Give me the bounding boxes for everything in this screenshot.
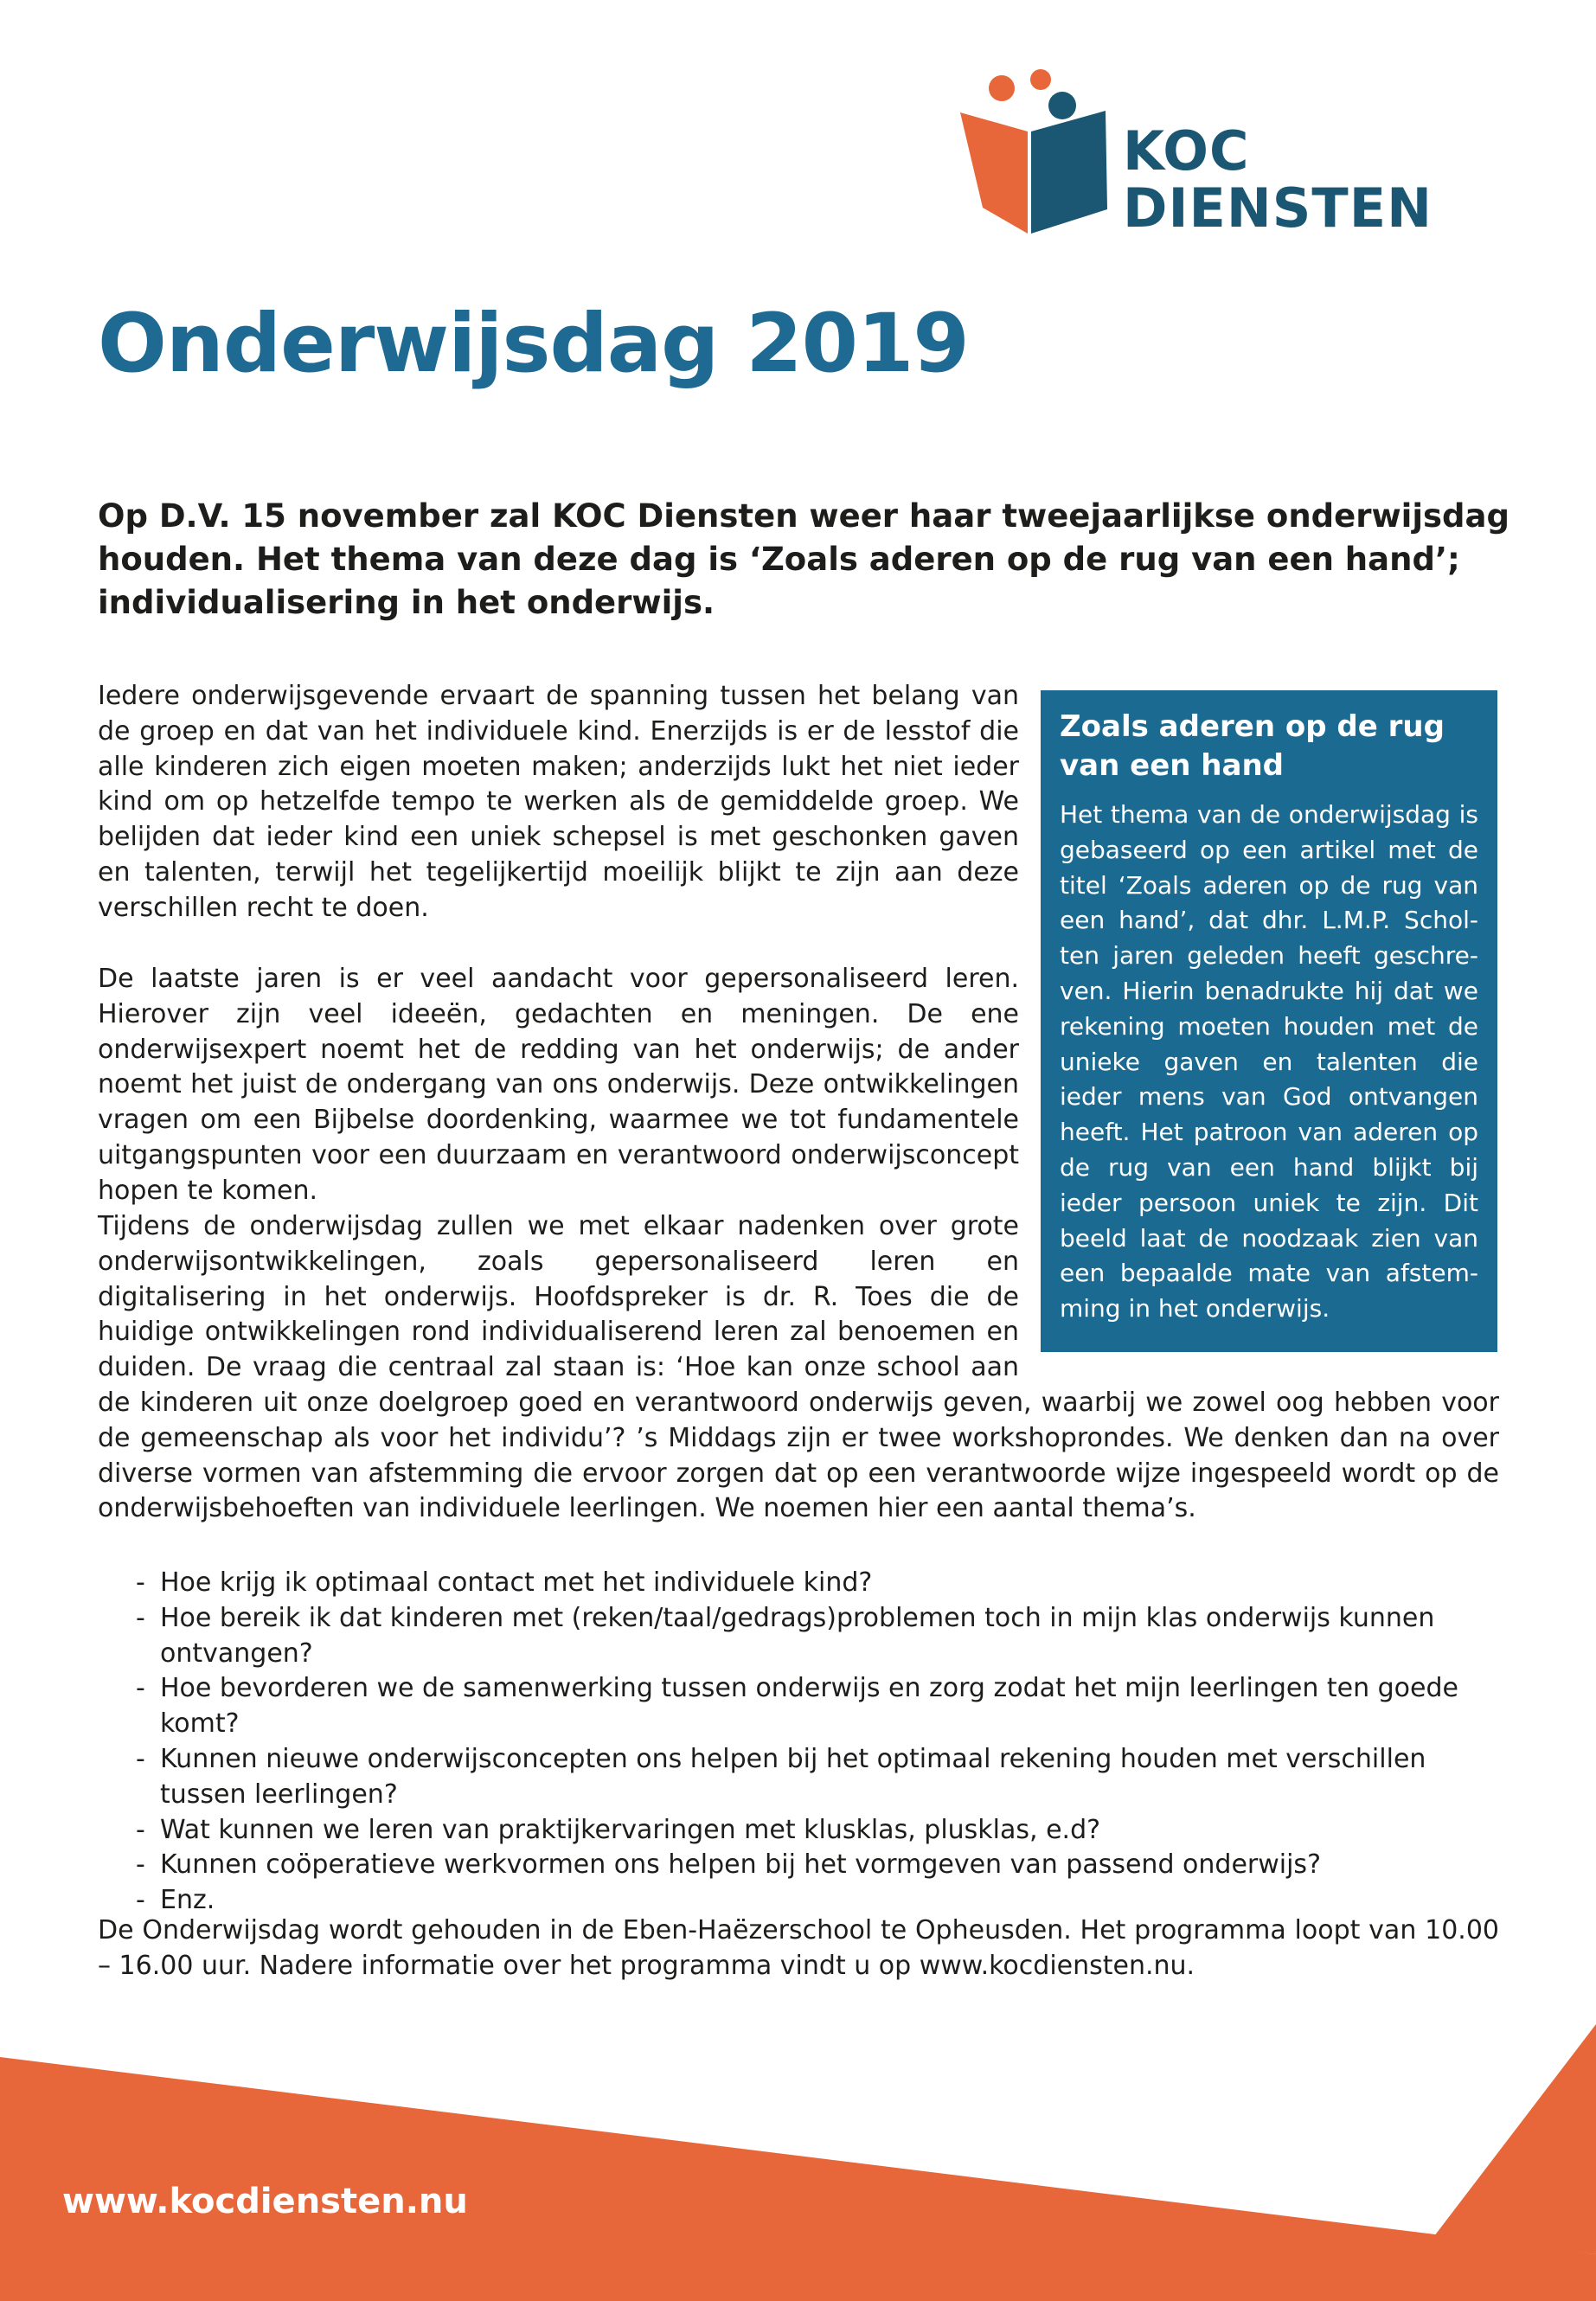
body-paragraph-3-text: Tijdens de onderwijsdag zullen we met elkaar nadenken over grote onderwijsontwikkelingen, zoals gepersonaliseerd leren en digitalisering in het onderwijs. Hoofdspreker is dr. R. Toes die de huidige ontwikkelingen rond individualiserend leren zal benoemen en duiden. De vraag die centraal zal staan is: ‘Hoe kan onze school aan de kinderen uit onze doelgroep goed en verantwoord onderwijs geven, waarbij we zowel oog hebben voor de gemeenschap als voor het individu’? ’s Middags zijn er twee workshoprondes. We denken dan na over diverse vormen van afstemming die ervoor zorgen dat op een verantwoorde wijze ingespeeld wordt op de onderwijsbehoeften van individuele leerlingen. We noemen hier een aantal thema’s. <box>98 1211 1499 1524</box>
list-item-text: Hoe bereik ik dat kinderen met (reken/taal/gedrags)problemen toch in mijn klas onderwijs kunnen ontvangen? <box>160 1602 1435 1669</box>
bullet-dash: - <box>136 1814 145 1845</box>
list-item <box>98 1601 1499 1672</box>
list-item-text: Hoe krijg ik optimaal contact met het individuele kind? <box>160 1567 873 1598</box>
list-item-text: Enz. <box>160 1885 215 1916</box>
body-paragraph-1: Iedere onderwijsgevende ervaart de spanning tussen het belang van de groep en dat van het individuele kind. Enerzijds is er de lesstof die alle kinderen zich eigen moeten maken; anderzijds lukt het niet ieder kind om op hetzelfde tempo te werken als de gemiddelde groep. We belijden dat ieder kind een uniek schepsel is met geschonken gaven en talenten, terwijl het tegelijkertijd moeilijk blijkt te zijn aan deze verschillen recht te doen. <box>98 681 1019 923</box>
list-item <box>98 1742 1499 1813</box>
bullet-dash: - <box>136 1602 145 1633</box>
list-item <box>98 1566 1499 1601</box>
list-item <box>98 1671 1499 1742</box>
list-item <box>98 1813 1499 1849</box>
list-item-text: Kunnen nieuwe onderwijsconcepten ons helpen bij het optimaal rekening houden met verschillen tussen leerlingen? <box>160 1743 1426 1810</box>
sidebar-text: Het thema van de onderwijsdag is gebaseerd op een artikel met de titel ‘Zoals aderen op de rug van een hand’, dat dhr. L.M.P. Scholten jaren geleden heeft geschreven. Hierin benadrukte hij dat we rekening moeten houden met de unieke gaven en talenten die ieder mens van God ontvangen heeft. Het patroon van aderen op de rug van een hand blijkt bij ieder persoon uniek te zijn. Dit beeld laat de noodzaak zien van een bepaalde mate van afstemming in het onderwijs. <box>1060 800 1478 1324</box>
list-item-text: Kunnen coöperatieve werkvormen ons helpen bij het vormgeven van passend onderwijs? <box>160 1849 1321 1881</box>
bullet-dash: - <box>136 1673 145 1704</box>
logo-line-2: DIENSTEN <box>1123 176 1433 240</box>
people-book-icon <box>958 61 1123 251</box>
logo-line-1: KOC <box>1123 119 1250 183</box>
footer-website-link[interactable]: www.kocdiensten.nu <box>62 2182 468 2221</box>
page-title: Onderwijsdag 2019 <box>98 297 969 391</box>
koc-diensten-logo <box>958 61 1443 251</box>
theme-sidebar <box>1041 690 1497 1352</box>
bullet-dash: - <box>136 1743 145 1774</box>
bullet-dash: - <box>136 1849 145 1881</box>
closing-paragraph: De Onderwijsdag wordt gehouden in de Eben-Haëzerschool te Opheusden. Het programma loopt van 10.00 – 16.00 uur. Nadere informatie over het programma vindt u op www.kocdiensten.nu. <box>98 1915 1499 1981</box>
list-item-text: Hoe bevorderen we de samenwerking tussen onderwijs en zorg zodat het mijn leerlingen ten goede komt? <box>160 1673 1458 1740</box>
list-item-text: Wat kunnen we leren van praktijkervaringen met klusklas, plusklas, e.d? <box>160 1814 1101 1845</box>
bullet-dash: - <box>136 1567 145 1598</box>
list-item <box>98 1848 1499 1883</box>
footer-orange-band <box>0 2024 1596 2301</box>
sidebar-title: Zoals aderen op de rug van een hand <box>1060 709 1445 783</box>
workshop-themes-list <box>98 1566 1499 1919</box>
body-paragraph-2: De laatste jaren is er veel aandacht voor gepersonaliseerd leren. Hierover zijn veel ideeën, gedachten en meningen. De ene onderwijsexpert noemt het de redding van het onderwijs; de ander noemt het juist de ondergang van ons onderwijs. Deze ontwikkelingen vragen om een Bijbelse doordenking, waarmee we tot fundamentele uitgangspunten voor een duurzaam en verantwoord onderwijsconcept hopen te komen. <box>98 964 1019 1206</box>
bullet-dash: - <box>136 1885 145 1916</box>
logo-wordmark <box>1123 119 1433 240</box>
intro-paragraph: Op D.V. 15 november zal KOC Diensten weer haar tweejaarlijkse onderwijsdag houden. Het thema van deze dag is ‘Zoals aderen op de rug van een hand’; individualisering in het onderwijs. <box>98 497 1509 621</box>
